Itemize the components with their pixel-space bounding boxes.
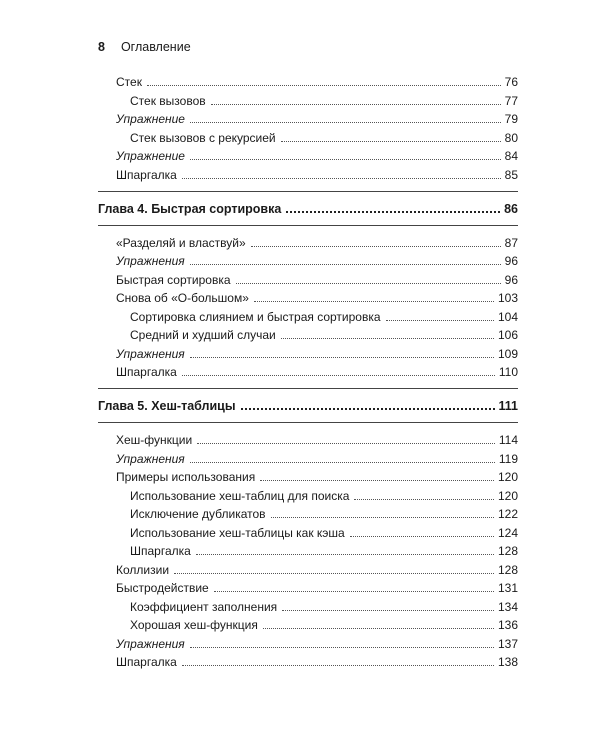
leader-dots bbox=[350, 535, 494, 537]
leader-dots bbox=[190, 461, 495, 463]
entry-page: 131 bbox=[497, 581, 518, 595]
running-section-title: Оглавление bbox=[120, 40, 191, 54]
leader-dots bbox=[354, 498, 494, 500]
leader-dots bbox=[282, 609, 494, 611]
page-number: 8 bbox=[98, 40, 105, 54]
leader-dots bbox=[190, 263, 501, 265]
toc-entry[interactable] bbox=[98, 527, 518, 540]
entry-page: 114 bbox=[498, 433, 518, 447]
entry-page: 84 bbox=[504, 149, 518, 163]
toc-entry[interactable] bbox=[98, 366, 518, 379]
leader-dots bbox=[236, 282, 501, 284]
toc-entry[interactable] bbox=[98, 255, 518, 268]
toc-entry[interactable] bbox=[98, 471, 518, 484]
entry-title: Упражнение bbox=[116, 149, 185, 163]
separator-rule bbox=[98, 422, 518, 423]
entry-page: 110 bbox=[498, 365, 518, 379]
entry-title: Использование хеш-таблицы как кэша bbox=[130, 525, 345, 540]
entry-title: Шпаргалка bbox=[130, 544, 191, 558]
toc-entry[interactable] bbox=[98, 311, 518, 324]
toc-chapter-5[interactable] bbox=[98, 400, 518, 413]
entry-page: 136 bbox=[497, 618, 518, 632]
toc-entry[interactable] bbox=[98, 348, 518, 361]
leader-dots bbox=[174, 572, 494, 574]
entry-title: Быстрая сортировка bbox=[116, 272, 231, 287]
toc-chapter-4[interactable] bbox=[98, 203, 518, 216]
toc-entry[interactable] bbox=[98, 150, 518, 163]
entry-page: 77 bbox=[504, 93, 518, 108]
toc-entry[interactable] bbox=[98, 274, 518, 287]
separator-rule bbox=[98, 388, 518, 389]
entry-page: 104 bbox=[497, 309, 518, 324]
entry-page: 103 bbox=[497, 291, 518, 305]
toc-entry[interactable] bbox=[98, 434, 518, 447]
entry-page: 85 bbox=[504, 167, 518, 182]
toc-entry[interactable] bbox=[98, 329, 518, 342]
entry-title: Упражнения bbox=[116, 636, 185, 651]
entry-title: Упражнение bbox=[116, 112, 185, 126]
leader-dots bbox=[254, 300, 494, 302]
entry-page: 87 bbox=[504, 235, 518, 250]
toc-entry[interactable] bbox=[98, 619, 518, 632]
toc-group-chapter5 bbox=[98, 434, 518, 669]
leader-dots bbox=[386, 319, 494, 321]
entry-title: Быстродействие bbox=[116, 581, 209, 595]
table-of-contents bbox=[98, 76, 518, 675]
leader-dots bbox=[196, 553, 494, 555]
entry-title: Хорошая хеш-функция bbox=[130, 618, 258, 632]
entry-title: Исключение дубликатов bbox=[130, 507, 266, 521]
toc-entry[interactable] bbox=[98, 656, 518, 669]
leader-dots bbox=[190, 646, 494, 648]
separator-rule bbox=[98, 225, 518, 226]
entry-page: 138 bbox=[497, 655, 518, 669]
entry-page: 122 bbox=[497, 507, 518, 521]
leader-dots bbox=[182, 664, 494, 666]
entry-page: 96 bbox=[504, 272, 518, 287]
toc-entry[interactable] bbox=[98, 490, 518, 503]
separator-rule bbox=[98, 191, 518, 192]
chapter-title: Глава 5. Хеш-таблицы bbox=[98, 399, 236, 413]
entry-page: 119 bbox=[498, 451, 518, 466]
entry-title: Сортировка слиянием и быстрая сортировка bbox=[130, 309, 381, 324]
entry-title: Упражнения bbox=[116, 451, 185, 466]
entry-page: 76 bbox=[504, 75, 518, 89]
entry-title: Коэффициент заполнения bbox=[130, 599, 278, 614]
leader-dots bbox=[182, 374, 495, 376]
chapter-title: Глава 4. Быстрая сортировка bbox=[98, 201, 282, 216]
entry-page: 120 bbox=[497, 470, 518, 484]
entry-page: 137 bbox=[497, 636, 518, 651]
toc-entry[interactable] bbox=[98, 237, 518, 250]
toc-entry[interactable] bbox=[98, 292, 518, 305]
entry-page: 134 bbox=[497, 599, 518, 614]
running-header bbox=[98, 40, 191, 54]
entry-page: 128 bbox=[497, 562, 518, 577]
entry-title: Шпаргалка bbox=[116, 365, 177, 379]
leader-dots bbox=[260, 479, 494, 481]
leader-dots bbox=[263, 627, 494, 629]
entry-title: «Разделяй и властвуй» bbox=[116, 235, 246, 250]
entry-page: 79 bbox=[504, 112, 518, 126]
entry-page: 124 bbox=[497, 525, 518, 540]
toc-entry[interactable] bbox=[98, 169, 518, 182]
leader-dots bbox=[197, 442, 495, 444]
leader-dots bbox=[214, 590, 494, 592]
toc-entry[interactable] bbox=[98, 564, 518, 577]
toc-entry[interactable] bbox=[98, 453, 518, 466]
entry-title: Стек bbox=[116, 75, 142, 89]
leader-dots bbox=[241, 407, 495, 410]
leader-dots bbox=[190, 356, 494, 358]
toc-group-chapter3-tail bbox=[98, 76, 518, 182]
toc-entry[interactable] bbox=[98, 545, 518, 558]
entry-title: Шпаргалка bbox=[116, 655, 177, 669]
entry-page: 106 bbox=[497, 328, 518, 342]
toc-group-chapter4 bbox=[98, 237, 518, 380]
entry-title: Средний и худший случаи bbox=[130, 328, 276, 342]
entry-title: Хеш-функции bbox=[116, 433, 193, 447]
chapter-page: 86 bbox=[504, 201, 518, 216]
leader-dots bbox=[281, 337, 494, 339]
toc-entry[interactable] bbox=[98, 113, 518, 126]
leader-dots bbox=[147, 84, 501, 86]
toc-entry[interactable] bbox=[98, 638, 518, 651]
entry-page: 80 bbox=[504, 130, 518, 145]
entry-title: Снова об «О-большом» bbox=[116, 291, 249, 305]
entry-page: 128 bbox=[497, 544, 518, 558]
toc-entry[interactable] bbox=[98, 132, 518, 145]
leader-dots bbox=[182, 177, 501, 179]
leader-dots bbox=[190, 158, 501, 160]
leader-dots bbox=[286, 210, 500, 213]
toc-entry[interactable] bbox=[98, 76, 518, 89]
entry-page: 109 bbox=[497, 346, 518, 361]
entry-title: Примеры использования bbox=[116, 470, 256, 484]
entry-title: Стек вызовов с рекурсией bbox=[130, 130, 276, 145]
entry-title: Стек вызовов bbox=[130, 93, 206, 108]
toc-entry[interactable] bbox=[98, 508, 518, 521]
leader-dots bbox=[271, 516, 494, 518]
leader-dots bbox=[211, 103, 501, 105]
toc-entry[interactable] bbox=[98, 95, 518, 108]
entry-page: 96 bbox=[504, 254, 518, 268]
entry-title: Шпаргалка bbox=[116, 167, 177, 182]
toc-entry[interactable] bbox=[98, 582, 518, 595]
leader-dots bbox=[281, 140, 501, 142]
entry-page: 120 bbox=[497, 488, 518, 503]
entry-title: Использование хеш-таблиц для поиска bbox=[130, 488, 350, 503]
entry-title: Упражнения bbox=[116, 254, 185, 268]
leader-dots bbox=[251, 245, 501, 247]
toc-entry[interactable] bbox=[98, 601, 518, 614]
entry-title: Коллизии bbox=[116, 562, 170, 577]
entry-title: Упражнения bbox=[116, 346, 185, 361]
chapter-page: 111 bbox=[498, 399, 518, 413]
leader-dots bbox=[190, 121, 501, 123]
